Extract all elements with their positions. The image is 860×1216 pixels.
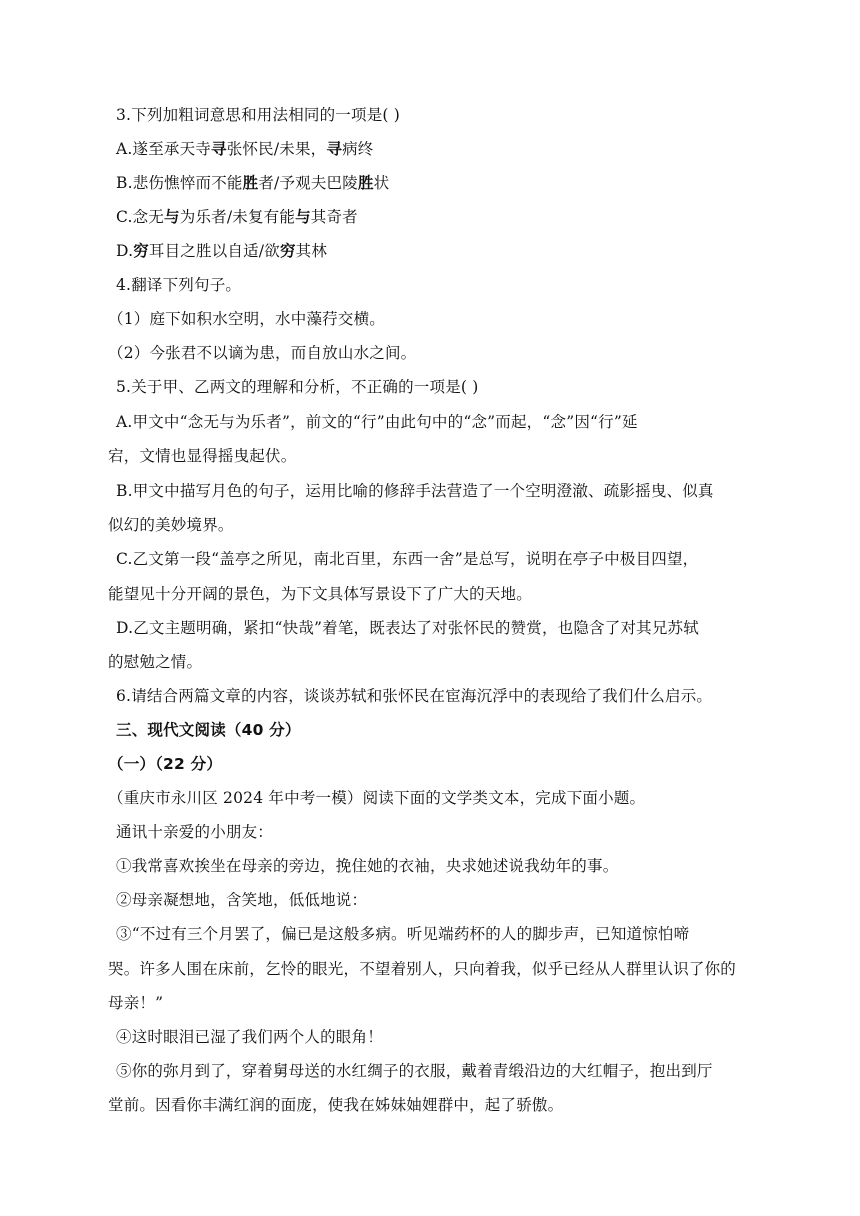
question-5-option-c-cont: 能望见十分开阔的景色，为下文具体写景设下了广大的天地。 — [108, 585, 532, 603]
question-3-option-c — [116, 206, 358, 228]
question-4-sentence-1: （1）庭下如积水空明，水中藻荇交横。 — [108, 310, 385, 328]
question-4-stem: 4.翻译下列句子。 — [116, 276, 242, 294]
bold-word: 寻 — [211, 139, 227, 158]
part-1-heading: （一）（22 分） — [108, 755, 223, 773]
paragraph-3-cont: 哭。许多人围在床前，乞怜的眼光，不望着别人，只向着我，似乎已经从人群里认识了你的 — [108, 960, 737, 978]
bold-word: 穷 — [133, 241, 149, 260]
bold-word: 与 — [164, 207, 180, 226]
paragraph-5: ⑤你的弥月到了，穿着舅母送的水红绸子的衣服，戴着青缎沿边的大红帽子，抱出到厅 — [116, 1062, 713, 1080]
option-text: A.遂至承天寺 — [116, 140, 212, 158]
question-5-stem: 5.关于甲、乙两文的理解和分析，不正确的一项是( ) — [116, 378, 479, 396]
text-title: 通讯十亲爱的小朋友： — [116, 823, 274, 841]
question-5-option-c: C.乙文第一段“盖亭之所见，南北百里，东西一舍”是总写，说明在亭子中极目四望， — [116, 550, 699, 568]
option-text: 状 — [373, 174, 390, 192]
option-text: 为乐者/未复有能 — [179, 208, 296, 226]
bold-word: 与 — [295, 207, 311, 226]
question-6: 6.请结合两篇文章的内容，谈谈苏轼和张怀民在宦海沉浮中的表现给了我们什么启示。 — [116, 687, 713, 705]
bold-word: 胜 — [357, 173, 374, 192]
option-text: 者/予观夫巴陵 — [258, 174, 358, 192]
question-3-option-d — [116, 240, 327, 262]
paragraph-1: ①我常喜欢挨坐在母亲的旁边，挽住她的衣袖，央求她述说我幼年的事。 — [116, 857, 619, 875]
paragraph-2: ②母亲凝想地，含笑地，低低地说： — [116, 891, 368, 909]
bold-word: 寻 — [326, 139, 343, 158]
option-text: 其林 — [295, 242, 328, 260]
question-3-option-b — [116, 172, 389, 194]
question-5-option-d-cont: 的慰勉之情。 — [108, 653, 203, 671]
option-text: C.念无 — [116, 208, 165, 226]
bold-word: 胜 — [242, 173, 259, 192]
question-5-option-b: B.甲文中描写月色的句子，运用比喻的修辞手法营造了一个空明澄澈、疏影摇曳、似真 — [116, 482, 714, 500]
option-text: 耳目之胜以自适/欲 — [148, 242, 280, 260]
option-text: 其奇者 — [310, 208, 358, 226]
question-5-option-a: A.甲文中“念无与为乐者”，前文的“行”由此句中的“念”而起，“念”因“行”延 — [116, 413, 638, 431]
section-3-heading: 三、现代文阅读（40 分） — [116, 721, 301, 739]
paragraph-3-cont: 母亲！” — [108, 994, 164, 1012]
option-text: B.悲伤憔悴而不能 — [116, 174, 243, 192]
question-3-option-a — [116, 138, 373, 160]
paragraph-4: ④这时眼泪已湿了我们两个人的眼角！ — [116, 1028, 383, 1046]
reading-instructions: （重庆市永川区 2024 年中考一模）阅读下面的文学类文本，完成下面小题。 — [108, 789, 646, 807]
option-text: D. — [116, 242, 134, 260]
paragraph-5-cont: 堂前。因看你丰满红润的面庞，使我在姊妹妯娌群中，起了骄傲。 — [108, 1096, 564, 1114]
question-5-option-b-cont: 似幻的美妙境界。 — [108, 516, 234, 534]
paragraph-3: ③“不过有三个月罢了，偏已是这般多病。听见端药杯的人的脚步声，已知道惊怕啼 — [116, 925, 690, 943]
option-text: 病终 — [342, 140, 374, 158]
question-5-option-d: D.乙文主题明确，紧扣“快哉”着笔，既表达了对张怀民的赞赏，也隐含了对其兄苏轼 — [116, 619, 699, 637]
question-3-stem: 3.下列加粗词意思和用法相同的一项是( ) — [116, 106, 401, 124]
question-5-option-a-cont: 宕，文情也显得摇曳起伏。 — [108, 447, 297, 465]
bold-word: 穷 — [279, 241, 296, 260]
question-4-sentence-2: （2）今张君不以谪为患，而自放山水之间。 — [108, 344, 417, 362]
option-text: 张怀民/未果， — [226, 140, 327, 158]
